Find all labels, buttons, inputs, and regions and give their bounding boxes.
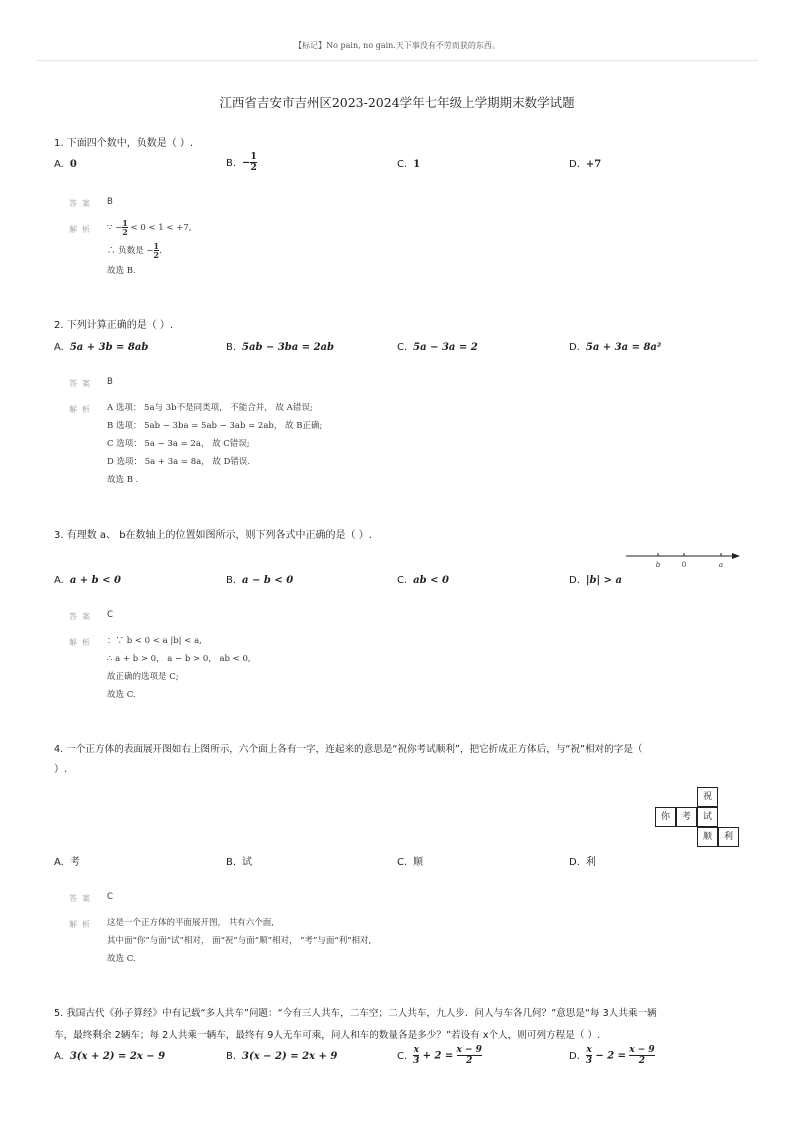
question-1-analysis-line-2: ∴ 负数是 − $\frac{1}{2}$ .: [107, 241, 162, 260]
question-3-analysis-line-1: ：∵ b < 0 < a |b| < a,: [107, 636, 202, 646]
question-2-option-c[interactable]: C. 5a − 3a = 2: [397, 342, 478, 353]
question-3-analysis-line-2: ∴ a + b > 0， a − b > 0， ab < 0,: [107, 654, 251, 664]
question-4-option-c[interactable]: C. 顺: [397, 857, 424, 868]
fraction: $\frac{1}{2}$: [250, 152, 257, 173]
question-3-option-b[interactable]: B. a − b < 0: [226, 575, 294, 586]
question-5-stem-line-2: 车，最终剩余 2辆车；每 2人共乘一辆车，最终有 9人无车可乘，问人和车的数量各是多少？”若设有 x个人，则可列方程是（ ）.: [54, 1030, 601, 1041]
cube-face-1: 祝: [697, 787, 718, 807]
cube-face-3: 考: [676, 807, 697, 827]
question-1-analysis-line-3: 故选 B.: [107, 266, 136, 276]
question-2-answer: B: [107, 377, 113, 387]
number-line-label-b: b: [655, 561, 661, 569]
question-3-answer: C: [107, 610, 113, 620]
question-2-analysis-line-2: B 选项： 5ab − 3ba = 5ab − 3ab = 2ab， 故 B正确;: [107, 421, 323, 431]
question-2-option-a[interactable]: A. 5a + 3b = 8ab: [54, 342, 149, 353]
answer-label: 答案: [69, 199, 95, 208]
header-note: 【标记】No pain, no gain.天下事没有不劳而获的东西。: [294, 41, 500, 50]
number-line-label-0: 0: [681, 561, 687, 569]
question-2-option-b[interactable]: B. 5ab − 3ba = 2ab: [226, 342, 335, 353]
question-3-analysis-line-4: 故选 C.: [107, 690, 136, 700]
cube-face-5: 顺: [697, 827, 718, 847]
question-2-analysis-line-5: 故选 B .: [107, 475, 139, 485]
question-4-analysis-line-3: 故选 C.: [107, 954, 136, 964]
question-4-option-d[interactable]: D. 利: [569, 857, 596, 868]
question-5-option-c[interactable]: C. $\frac{x}{3}$ + 2 = $\frac{x - 9}{2}$: [397, 1045, 482, 1066]
header-divider: [36, 60, 758, 61]
question-4-analysis-line-1: 这是一个正方体的平面展开图， 共有六个面,: [107, 918, 274, 928]
answer-label: 答案: [69, 379, 95, 388]
question-2-analysis-line-1: A 选项： 5a与 3b不是同类项， 不能合并， 故 A错误;: [107, 403, 313, 413]
number-line-figure: [626, 550, 744, 570]
question-1-stem: 1. 下面四个数中，负数是（ ）.: [54, 138, 194, 149]
cube-face-6: 利: [718, 827, 739, 847]
question-2-option-d[interactable]: D. 5a + 3a = 8a²: [569, 342, 662, 353]
question-3-option-c[interactable]: C. ab < 0: [397, 575, 449, 586]
question-2-analysis-line-3: C 选项： 5a − 3a = 2a， 故 C错误;: [107, 439, 250, 449]
analysis-label: 解析: [69, 405, 95, 414]
question-4-option-a[interactable]: A. 考: [54, 857, 80, 868]
answer-label: 答案: [69, 894, 95, 903]
analysis-label: 解析: [69, 920, 95, 929]
question-3-option-d[interactable]: D. |b| > a: [569, 575, 622, 586]
question-4-answer: C: [107, 892, 113, 902]
answer-label: 答案: [69, 612, 95, 621]
number-line-arrow: [732, 553, 740, 559]
question-4-option-b[interactable]: B. 试: [226, 857, 253, 868]
question-4-stem-line-1: 4. 一个正方体的表面展开图如右上图所示，六个面上各有一字，连起来的意思是“祝你考试顺利”，把它折成正方体后，与“祝”相对的字是（: [54, 744, 643, 755]
question-1-option-b[interactable]: B. − $\frac{1}{2}$: [226, 152, 257, 173]
cube-net-figure: [655, 787, 739, 849]
analysis-label: 解析: [69, 225, 95, 234]
number-line-label-a: a: [718, 561, 724, 569]
document-title: 江西省吉安市吉州区2023-2024学年七年级上学期期末数学试题: [219, 95, 575, 110]
question-5-option-d[interactable]: D. $\frac{x}{3}$ − 2 = $\frac{x - 9}{2}$: [569, 1045, 655, 1066]
question-1-option-a[interactable]: A. 0: [54, 159, 77, 170]
question-5-option-b[interactable]: B. 3(x − 2) = 2x + 9: [226, 1051, 338, 1062]
question-2-analysis-line-4: D 选项： 5a + 3a = 8a， 故 D错误.: [107, 457, 251, 467]
question-1-analysis-line-1: ∵ − $\frac{1}{2}$ < 0 < 1 < +7,: [107, 218, 192, 237]
question-2-stem: 2. 下列计算正确的是（ ）.: [54, 320, 174, 331]
question-3-stem: 3. 有理数 a、 b在数轴上的位置如图所示，则下列各式中正确的是（ ）.: [54, 530, 372, 541]
question-1-option-d[interactable]: D. +7: [569, 159, 602, 170]
cube-face-2: 你: [655, 807, 676, 827]
question-3-analysis-line-3: 故正确的选项是 C;: [107, 672, 179, 682]
question-1-answer: B: [107, 197, 113, 207]
analysis-label: 解析: [69, 638, 95, 647]
question-5-stem-line-1: 5. 我国古代《孙子算经》中有记载“多人共车”问题：“今有三人共车，二车空；二人共车，九人步．问人与车各几何？”意思是“每 3人共乘一辆: [54, 1008, 657, 1019]
question-1-option-c[interactable]: C. 1: [397, 159, 421, 170]
question-3-option-a[interactable]: A. a + b < 0: [54, 575, 121, 586]
question-5-option-a[interactable]: A. 3(x + 2) = 2x − 9: [54, 1051, 166, 1062]
question-4-analysis-line-2: 其中面“你”与面“试”相对， 面“祝”与面“顺”相对， “考”与面“利”相对,: [107, 936, 372, 946]
question-4-stem-line-2: ）.: [54, 764, 68, 775]
cube-face-4: 试: [697, 807, 718, 827]
